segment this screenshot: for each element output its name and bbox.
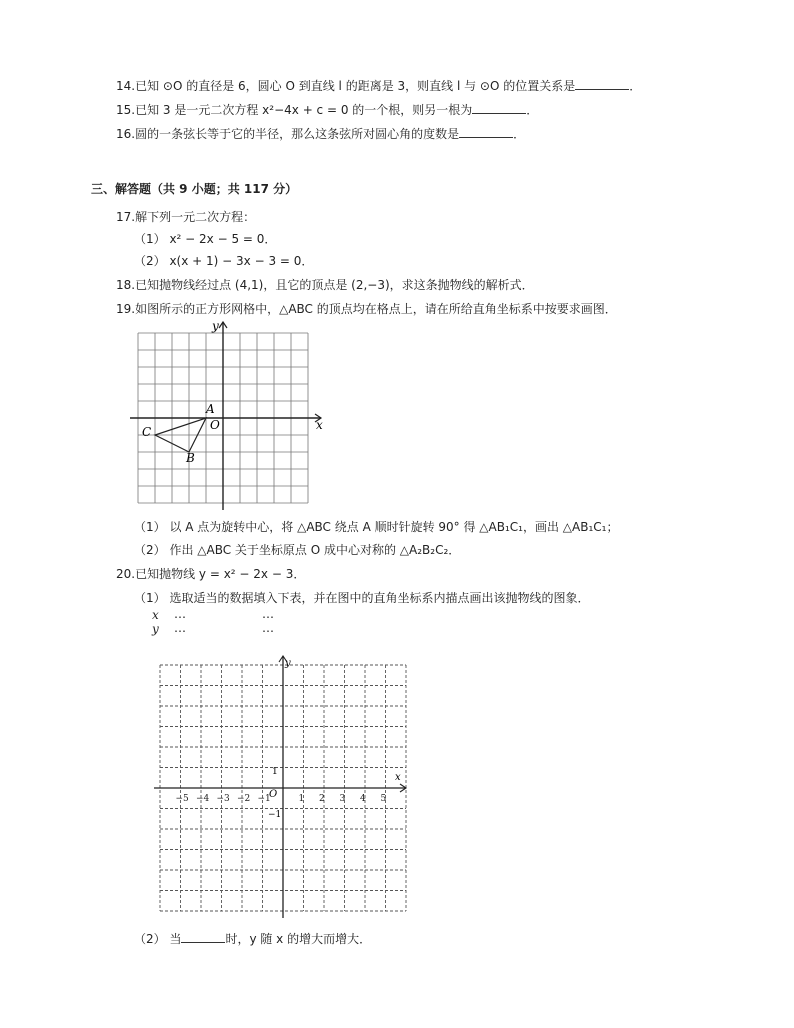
- q20-x-tick-label: −3: [216, 794, 230, 804]
- q15-answer-blank[interactable]: [472, 101, 526, 114]
- q20-text: 已知抛物线 y = x² − 2x − 3．: [135, 567, 306, 581]
- q19-sub2: （2） 作出 △ABC 关于坐标原点 O 成中心对称的 △A₂B₂C₂．: [134, 543, 461, 557]
- question-14: [116, 77, 641, 94]
- q20-table-x-dots1: …: [174, 607, 186, 621]
- q18-text: 已知抛物线经过点 (4,1)，且它的顶点是 (2,−3)，求这条抛物线的解析式．: [135, 278, 534, 292]
- q15-end: ．: [526, 103, 539, 117]
- q17-sub2: （2） x(x + 1) − 3x − 3 = 0．: [134, 254, 314, 268]
- q20-x-tick-label: −4: [196, 794, 210, 804]
- q19-label-x: x: [316, 418, 323, 432]
- q18-number: 18.: [116, 278, 136, 292]
- q15-number: 15.: [116, 103, 136, 117]
- q20-table-x-label: x: [152, 608, 159, 622]
- q15-text: 已知 3 是一元二次方程 x²−4x + c = 0 的一个根，则另一根为: [135, 103, 473, 117]
- q19-label-y: y: [212, 320, 219, 333]
- q20-tick-labels: [176, 794, 387, 804]
- q20-axes: [154, 656, 406, 918]
- q16-text: 圆的一条弦长等于它的半径，那么这条弦所对圆心角的度数是: [135, 127, 460, 141]
- q20-sub2: [134, 930, 371, 947]
- q16-end: ．: [513, 127, 526, 141]
- q19-grid-figure: [128, 320, 328, 512]
- q20-table-y-label: y: [152, 622, 159, 636]
- q20-x-tick-label: 2: [319, 794, 325, 804]
- q16-answer-blank[interactable]: [459, 125, 513, 138]
- question-16: [116, 125, 525, 142]
- q20-x-tick-label: 5: [380, 794, 387, 804]
- q20-sub1: （1） 选取适当的数据填入下表，并在图中的直角坐标系内描点画出该抛物线的图象．: [134, 591, 590, 605]
- q14-number: 14.: [116, 79, 136, 93]
- q20-label-y: y: [285, 658, 291, 669]
- q20-label-minus-one: −1: [268, 810, 282, 820]
- q19-text: 如图所示的正方形网格中，△ABC 的顶点均在格点上，请在所给直角坐标系中按要求画图．: [135, 302, 617, 316]
- q14-answer-blank[interactable]: [575, 77, 629, 90]
- q19-label-A: A: [206, 402, 215, 416]
- q14-text: 已知 ⊙O 的直径是 6，圆心 O 到直线 l 的距离是 3，则直线 l 与 ⊙O 的位置关系是: [135, 79, 576, 93]
- q20-label-one: 1: [272, 767, 278, 777]
- question-19: [116, 301, 617, 317]
- question-15: [116, 101, 538, 118]
- section-title: 三、解答题（共 9 小题；共 117 分）: [91, 182, 298, 196]
- q14-end: ．: [629, 79, 642, 93]
- q20-sub2-pre: （2） 当: [134, 932, 182, 946]
- q20-x-tick-label: 1: [298, 794, 305, 804]
- q20-x-tick-label: −5: [175, 794, 189, 804]
- q20-x-tick-label: −2: [237, 794, 251, 804]
- q20-grid-figure: [150, 652, 410, 922]
- q17-sub1: （1） x² − 2x − 5 = 0．: [134, 232, 277, 246]
- q19-label-O: O: [210, 418, 220, 432]
- q20-x-tick-label: 3: [339, 794, 346, 804]
- q17-text: 解下列一元二次方程：: [135, 210, 256, 224]
- q20-table-y-dots2: …: [262, 621, 274, 635]
- q19-sub1: （1） 以 A 点为旋转中心，将 △ABC 绕点 A 顺时针旋转 90° 得 △AB₁C₁，画出 △AB₁C₁；: [134, 520, 619, 534]
- q20-table-x-dots2: …: [262, 607, 274, 621]
- question-17: [116, 209, 255, 225]
- q20-table-y-dots1: …: [174, 621, 186, 635]
- question-18: [116, 277, 534, 293]
- q20-label-O: O: [269, 789, 278, 800]
- question-20: [116, 566, 305, 582]
- q19-number: 19.: [116, 302, 136, 316]
- q20-number: 20.: [116, 567, 136, 581]
- q20-sub2-post: 时，y 随 x 的增大而增大．: [225, 932, 372, 946]
- q16-number: 16.: [116, 127, 136, 141]
- q20-x-tick-label: 4: [360, 794, 366, 804]
- q20-answer-blank[interactable]: [181, 930, 225, 943]
- q17-number: 17.: [116, 210, 136, 224]
- q20-label-x: x: [395, 772, 401, 783]
- q20-x-tick-label: −1: [257, 794, 271, 804]
- q19-label-B: B: [186, 451, 195, 465]
- q19-label-C: C: [142, 425, 152, 439]
